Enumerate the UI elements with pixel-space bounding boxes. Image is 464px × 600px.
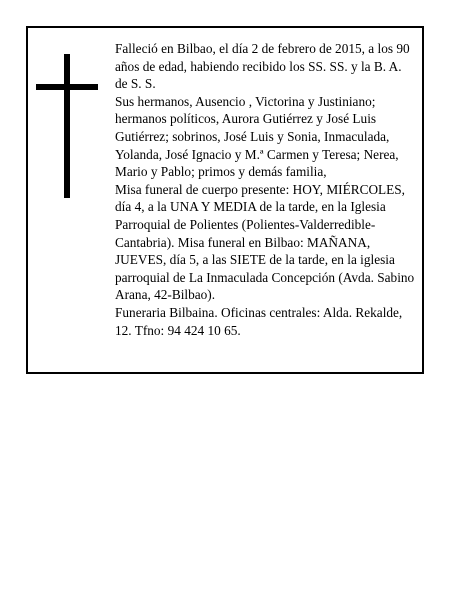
obituary-text xyxy=(115,40,417,339)
obituary-notice xyxy=(26,26,424,374)
latin-cross-icon xyxy=(36,54,98,198)
cross-horizontal-bar xyxy=(36,84,98,90)
family-paragraph: Sus hermanos, Ausencio , Victorina y Justiniano; hermanos políticos, Aurora Gutiérrez y José Luis Gutiérrez; sobrinos, José Luis y Sonia, Inmaculada, Yolanda, José Ignacio y M.ª Carmen y Teresa; Nerea, Mario y Pablo; primos y demás familia, xyxy=(115,93,399,180)
mass-schedule-paragraph: Misa funeral de cuerpo presente: HOY, MIÉRCOLES, día 4, a la UNA Y MEDIA de la tarde, en la Iglesia Parroquial de Polientes (Polientes-Valderredible-Cantabria). Misa funeral en Bilbao: MAÑANA, JUEVES, día 5, a las SIETE de la tarde, en la iglesia parroquial de La Inmaculada Concepción (Avda. Sabino Arana, 42-Bilbao). xyxy=(115,181,415,303)
cross-vertical-bar xyxy=(64,54,70,198)
death-announcement-paragraph: Falleció en Bilbao, el día 2 de febrero de 2015, a los 90 años de edad, habiendo recibido los SS. SS. y la B. A. de S. S. xyxy=(115,41,410,92)
funeral-home-paragraph: Funeraria Bilbaina. Oficinas centrales: Alda. Rekalde, 12. Tfno: 94 424 10 65. xyxy=(115,304,403,338)
